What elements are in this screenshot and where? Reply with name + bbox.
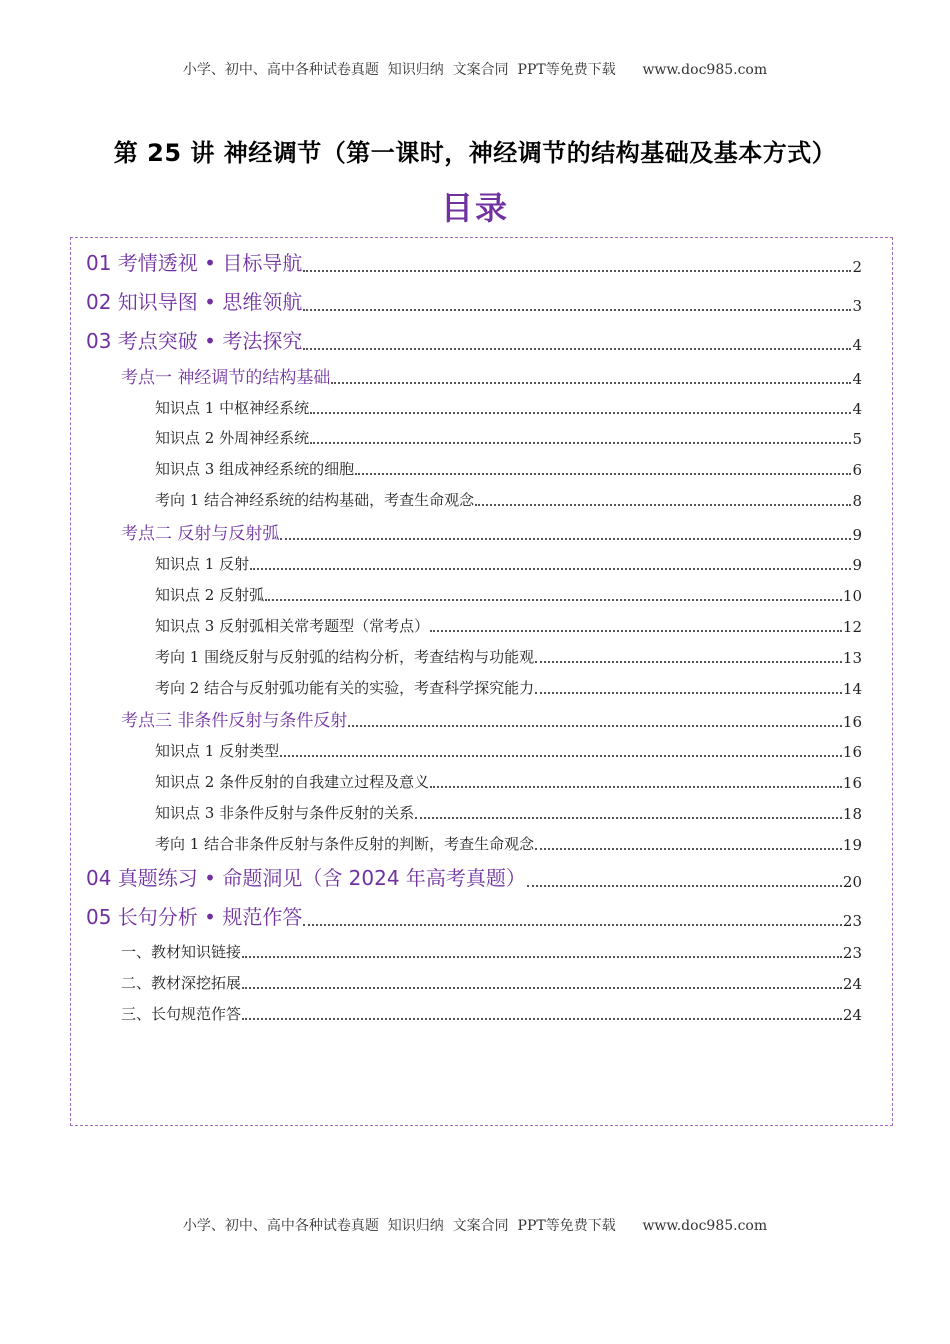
leader-dots (430, 630, 842, 632)
toc-entry-text: 知识点 2 反射弧 (155, 586, 265, 604)
toc-entry-text: 考点一 神经调节的结构基础 (121, 368, 331, 388)
toc-entry-knowledge[interactable] (155, 554, 862, 574)
leader-dots (310, 442, 851, 444)
leader-dots (303, 348, 851, 350)
toc-entry-text: 知识点 1 反射 (155, 555, 250, 573)
leader-dots (348, 725, 842, 727)
toc-entry-direction[interactable] (155, 490, 862, 510)
toc-entry-page: 23 (842, 944, 862, 962)
toc-entry-text: 三、长句规范作答 (121, 1005, 242, 1023)
toc-entry-text: 考向 2 结合与反射弧功能有关的实验，考查科学探究能力 (155, 679, 535, 697)
toc-entry-page: 9 (852, 526, 862, 544)
leader-dots (280, 538, 851, 540)
toc-entry-text: 知识点 1 中枢神经系统 (155, 399, 310, 417)
toc-heading: 目录 (440, 189, 509, 227)
leader-dots (535, 848, 842, 850)
toc-entry-knowledge[interactable] (155, 585, 862, 605)
leader-dots (265, 599, 842, 601)
document-title: 第 25 讲 神经调节（第一课时，神经调节的结构基础及基本方式） (113, 139, 837, 167)
toc-entry-page: 4 (852, 400, 862, 418)
toc-entry-page: 2 (852, 258, 862, 276)
toc-entry-text: 02 知识导图 • 思维领航 (86, 290, 303, 314)
toc-entry-page: 10 (842, 587, 862, 605)
toc-entry-knowledge[interactable] (155, 459, 862, 479)
toc-entry-sub[interactable] (121, 973, 862, 993)
toc-entry-page: 13 (842, 649, 862, 667)
toc-entry-text: 考向 1 结合神经系统的结构基础，考查生命观念 (155, 491, 475, 509)
toc-entry-text: 考点三 非条件反射与条件反射 (121, 711, 348, 731)
toc-entry-page: 4 (852, 336, 862, 354)
toc-entry-text: 05 长句分析 • 规范作答 (86, 905, 303, 929)
toc-entry-direction[interactable] (155, 647, 862, 667)
toc-entry-page: 24 (842, 1006, 862, 1024)
toc-entry-01[interactable] (86, 250, 862, 276)
leader-dots (242, 956, 842, 958)
toc-entry-direction[interactable] (155, 834, 862, 854)
toc-entry-page: 12 (842, 618, 862, 636)
toc-entry-text: 01 考情透视 • 目标导航 (86, 251, 303, 275)
leader-dots (355, 473, 851, 475)
toc-entry-page: 16 (842, 713, 862, 731)
leader-dots (310, 412, 851, 414)
table-of-contents (70, 237, 893, 1126)
toc-entry-knowledge[interactable] (155, 616, 862, 636)
toc-entry-page: 16 (842, 774, 862, 792)
leader-dots (303, 924, 842, 926)
leader-dots (242, 987, 842, 989)
toc-entry-03[interactable] (86, 328, 862, 354)
toc-entry-kaodian-3[interactable] (121, 709, 862, 731)
toc-entry-kaodian-1[interactable] (121, 366, 862, 388)
toc-entry-knowledge[interactable] (155, 741, 862, 761)
toc-entry-knowledge[interactable] (155, 803, 862, 823)
toc-entry-knowledge[interactable] (155, 398, 862, 418)
toc-entry-text: 04 真题练习 • 命题洞见（含 2024 年高考真题） (86, 866, 526, 890)
toc-entry-02[interactable] (86, 289, 862, 315)
toc-entry-page: 19 (842, 836, 862, 854)
toc-entry-text: 03 考点突破 • 考法探究 (86, 329, 303, 353)
toc-entry-text: 知识点 3 非条件反射与条件反射的关系 (155, 804, 415, 822)
toc-entry-text: 考点二 反射与反射弧 (121, 524, 280, 544)
toc-entry-page: 8 (852, 492, 862, 510)
toc-entry-direction[interactable] (155, 678, 862, 698)
toc-entry-page: 9 (852, 556, 862, 574)
leader-dots (303, 309, 851, 311)
toc-entry-knowledge[interactable] (155, 428, 862, 448)
toc-entry-page: 4 (852, 370, 862, 388)
toc-entry-page: 18 (842, 805, 862, 823)
toc-entry-knowledge[interactable] (155, 772, 862, 792)
toc-entry-sub[interactable] (121, 1004, 862, 1024)
toc-entry-text: 知识点 1 反射类型 (155, 742, 280, 760)
toc-entry-page: 24 (842, 975, 862, 993)
toc-entry-04[interactable] (86, 865, 862, 891)
toc-entry-page: 20 (842, 873, 862, 891)
toc-entry-text: 知识点 2 条件反射的自我建立过程及意义 (155, 773, 430, 791)
leader-dots (430, 786, 842, 788)
toc-entry-05[interactable] (86, 904, 862, 930)
toc-entry-page: 6 (852, 461, 862, 479)
toc-entry-text: 考向 1 结合非条件反射与条件反射的判断，考查生命观念 (155, 835, 535, 853)
leader-dots (280, 755, 842, 757)
toc-entry-page: 23 (842, 912, 862, 930)
leader-dots (331, 382, 851, 384)
toc-entry-kaodian-2[interactable] (121, 522, 862, 544)
leader-dots (303, 270, 851, 272)
toc-entry-text: 一、教材知识链接 (121, 943, 242, 961)
leader-dots (527, 885, 842, 887)
toc-entry-text: 知识点 3 组成神经系统的细胞 (155, 460, 355, 478)
toc-entry-sub[interactable] (121, 942, 862, 962)
leader-dots (535, 692, 842, 694)
toc-entry-page: 5 (852, 430, 862, 448)
toc-entry-page: 3 (852, 297, 862, 315)
header-banner: 小学、初中、高中各种试卷真题 知识归纳 文案合同 PPT等免费下载 www.doc985.com (182, 62, 768, 78)
toc-entry-text: 知识点 2 外周神经系统 (155, 429, 310, 447)
toc-entry-text: 二、教材深挖拓展 (121, 974, 242, 992)
toc-entry-text: 考向 1 围绕反射与反射弧的结构分析，考查结构与功能观 (155, 648, 535, 666)
toc-entry-page: 14 (842, 680, 862, 698)
toc-entry-text: 知识点 3 反射弧相关常考题型（常考点） (155, 617, 430, 635)
leader-dots (415, 817, 842, 819)
leader-dots (535, 661, 842, 663)
leader-dots (475, 504, 851, 506)
toc-entry-page: 16 (842, 743, 862, 761)
footer-banner: 小学、初中、高中各种试卷真题 知识归纳 文案合同 PPT等免费下载 www.doc985.com (182, 1218, 768, 1234)
leader-dots (242, 1018, 842, 1020)
leader-dots (250, 568, 851, 570)
